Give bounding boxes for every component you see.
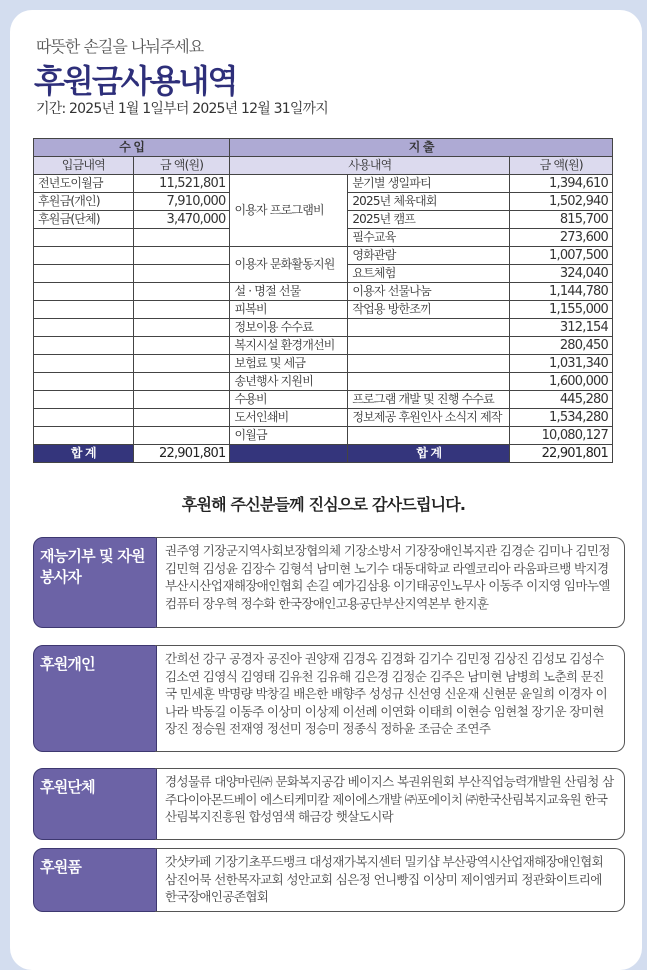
table-row — [34, 373, 613, 391]
expense-amount: 1,144,780 — [510, 283, 613, 301]
thanks-message: 후원해 주신분들께 진심으로 감사드립니다. — [181, 495, 466, 514]
expense-category: 복지시설 환경개선비 — [230, 337, 348, 355]
col-income-item: 입금내역 — [34, 157, 134, 175]
expense-amount: 324,040 — [510, 265, 613, 283]
expense-category: 이용자 프로그램비 — [230, 175, 348, 247]
income-amount — [133, 247, 230, 265]
expense-detail — [348, 355, 510, 373]
table-row — [34, 355, 613, 373]
expense-detail: 분기별 생일파티 — [348, 175, 510, 193]
donation-usage-table — [33, 138, 613, 463]
section-talent-volunteers — [33, 537, 625, 628]
expense-category: 이용자 문화활동지원 — [230, 247, 348, 283]
income-item — [34, 355, 134, 373]
income-amount — [133, 319, 230, 337]
expense-detail — [348, 427, 510, 445]
section-names: 갓샷카페 기장기초푸드뱅크 대성재가복지센터 밀키샵 부산광역시산업재해장애인협회 삼진어묵 선한목자교회 성안교회 심은정 언니빵집 이상미 제이엠커피 정관화이트리에 한국장애인공존협회 — [155, 848, 625, 912]
expense-amount: 10,080,127 — [510, 427, 613, 445]
expense-detail: 2025년 체육대회 — [348, 193, 510, 211]
expense-category: 피복비 — [230, 301, 348, 319]
income-item — [34, 283, 134, 301]
income-item — [34, 265, 134, 283]
total-blank — [230, 445, 348, 463]
expense-amount: 1,155,000 — [510, 301, 613, 319]
expense-category: 수용비 — [230, 391, 348, 409]
table-row — [34, 337, 613, 355]
table-row — [34, 175, 613, 193]
income-amount — [133, 283, 230, 301]
income-amount — [133, 373, 230, 391]
expense-detail: 영화관람 — [348, 247, 510, 265]
income-total-label: 합 계 — [34, 445, 134, 463]
expense-amount: 445,280 — [510, 391, 613, 409]
income-amount — [133, 301, 230, 319]
income-item: 전년도이월금 — [34, 175, 134, 193]
expense-detail: 작업용 방한조끼 — [348, 301, 510, 319]
table-row — [34, 247, 613, 265]
period: 기간: 2025년 1월 1일부터 2025년 12월 31일까지 — [36, 101, 329, 117]
expense-detail — [348, 373, 510, 391]
income-amount — [133, 355, 230, 373]
section-individual-donors — [33, 645, 625, 752]
section-names: 간희선 강구 공경자 공진아 권양재 김경옥 김경화 김기수 김민정 김상진 김성모 김성수 김소연 김영식 김영태 김유천 김유해 김은경 김정순 김주은 남미현 남병희 노춘희 문진국 민세훈 박명량 박창길 배은한 배향주 성성규 신선영 신운재 신현문 윤일희 이경자 이나라 박동길 이동주 이상미 이상제 이선례 이연화 이태희 이현승 임현철 장기운 장미현 장진 정승원 전재영 정선미 정승미 정종식 정하윤 조금순 조연주 — [155, 645, 625, 752]
section-names: 경성물류 대양마린㈜ 문화복지공감 베이지스 복권위원회 부산직업능력개발원 산림청 삼주다이아몬드베이 에스티케미칼 제이에스개발 ㈜포에이치 ㈜한국산림복지교육원 한국산림복지진흥원 합성염색 해금강 햇살도시락 — [155, 768, 625, 840]
expense-detail — [348, 337, 510, 355]
expense-category: 보험료 및 세금 — [230, 355, 348, 373]
table-row — [34, 409, 613, 427]
income-amount — [133, 337, 230, 355]
expense-detail: 요트체험 — [348, 265, 510, 283]
expense-amount: 312,154 — [510, 319, 613, 337]
expense-category: 설 · 명절 선물 — [230, 283, 348, 301]
expense-amount: 1,600,000 — [510, 373, 613, 391]
income-amount — [133, 427, 230, 445]
income-item — [34, 427, 134, 445]
expense-detail: 필수교육 — [348, 229, 510, 247]
expense-category: 도서인쇄비 — [230, 409, 348, 427]
income-item: 후원금(단체) — [34, 211, 134, 229]
expense-detail: 이용자 선물나눔 — [348, 283, 510, 301]
expense-amount: 1,394,610 — [510, 175, 613, 193]
income-item — [34, 409, 134, 427]
income-item — [34, 247, 134, 265]
income-amount: 3,470,000 — [133, 211, 230, 229]
income-item — [34, 373, 134, 391]
income-item — [34, 319, 134, 337]
page-title: 후원금사용내역 — [34, 62, 237, 100]
income-amount — [133, 391, 230, 409]
col-income-amount: 금 액(원) — [133, 157, 230, 175]
expense-total: 22,901,801 — [510, 445, 613, 463]
expense-total-label: 합 계 — [348, 445, 510, 463]
expense-header: 지 출 — [230, 139, 613, 157]
expense-detail: 정보제공 후원인사 소식지 제작 — [348, 409, 510, 427]
expense-amount: 1,502,940 — [510, 193, 613, 211]
expense-amount: 1,534,280 — [510, 409, 613, 427]
subtitle: 따뜻한 손길을 나눠주세요 — [36, 37, 204, 56]
income-amount: 11,521,801 — [133, 175, 230, 193]
table-header-row — [34, 139, 613, 157]
income-total: 22,901,801 — [133, 445, 230, 463]
section-names: 권주영 기장군지역사회보장협의체 기장소방서 기장장애인복지관 김경순 김미나 김민정 김민혁 김성윤 김장수 김형석 남미현 노기수 대동대학교 라엘코리아 라움파르뱅 박지경 부산시산업재해장애인협회 손길 예가김삼용 이기태공인노무사 이동주 이지영 임마누엘컴퓨터 장우혁 정수화 한국장애인고용공단부산지역본부 한지훈 — [155, 537, 625, 628]
income-item — [34, 301, 134, 319]
section-group-donors — [33, 768, 625, 840]
expense-category: 송년행사 지원비 — [230, 373, 348, 391]
expense-category: 정보이용 수수료 — [230, 319, 348, 337]
expense-category: 이월금 — [230, 427, 348, 445]
income-amount — [133, 409, 230, 427]
expense-amount: 280,450 — [510, 337, 613, 355]
income-amount: 7,910,000 — [133, 193, 230, 211]
income-item — [34, 391, 134, 409]
expense-detail: 프로그램 개발 및 진행 수수료 — [348, 391, 510, 409]
section-label: 후원개인 — [33, 645, 157, 752]
income-amount — [133, 229, 230, 247]
expense-amount: 273,600 — [510, 229, 613, 247]
section-label: 후원품 — [33, 848, 157, 912]
table-subheader-row — [34, 157, 613, 175]
section-label: 후원단체 — [33, 768, 157, 840]
col-expense-item: 사용내역 — [230, 157, 510, 175]
table-row — [34, 427, 613, 445]
income-header: 수 입 — [34, 139, 230, 157]
expense-detail: 2025년 캠프 — [348, 211, 510, 229]
income-item — [34, 229, 134, 247]
expense-amount: 815,700 — [510, 211, 613, 229]
col-expense-amount: 금 액(원) — [510, 157, 613, 175]
table-row — [34, 283, 613, 301]
total-row — [34, 445, 613, 463]
section-label: 재능기부 및 자원봉사자 — [33, 537, 157, 628]
income-item — [34, 337, 134, 355]
table-row — [34, 319, 613, 337]
expense-detail — [348, 319, 510, 337]
expense-amount: 1,031,340 — [510, 355, 613, 373]
table-row — [34, 391, 613, 409]
income-amount — [133, 265, 230, 283]
section-goods-donors — [33, 848, 625, 912]
income-item: 후원금(개인) — [34, 193, 134, 211]
table-row — [34, 301, 613, 319]
expense-amount: 1,007,500 — [510, 247, 613, 265]
